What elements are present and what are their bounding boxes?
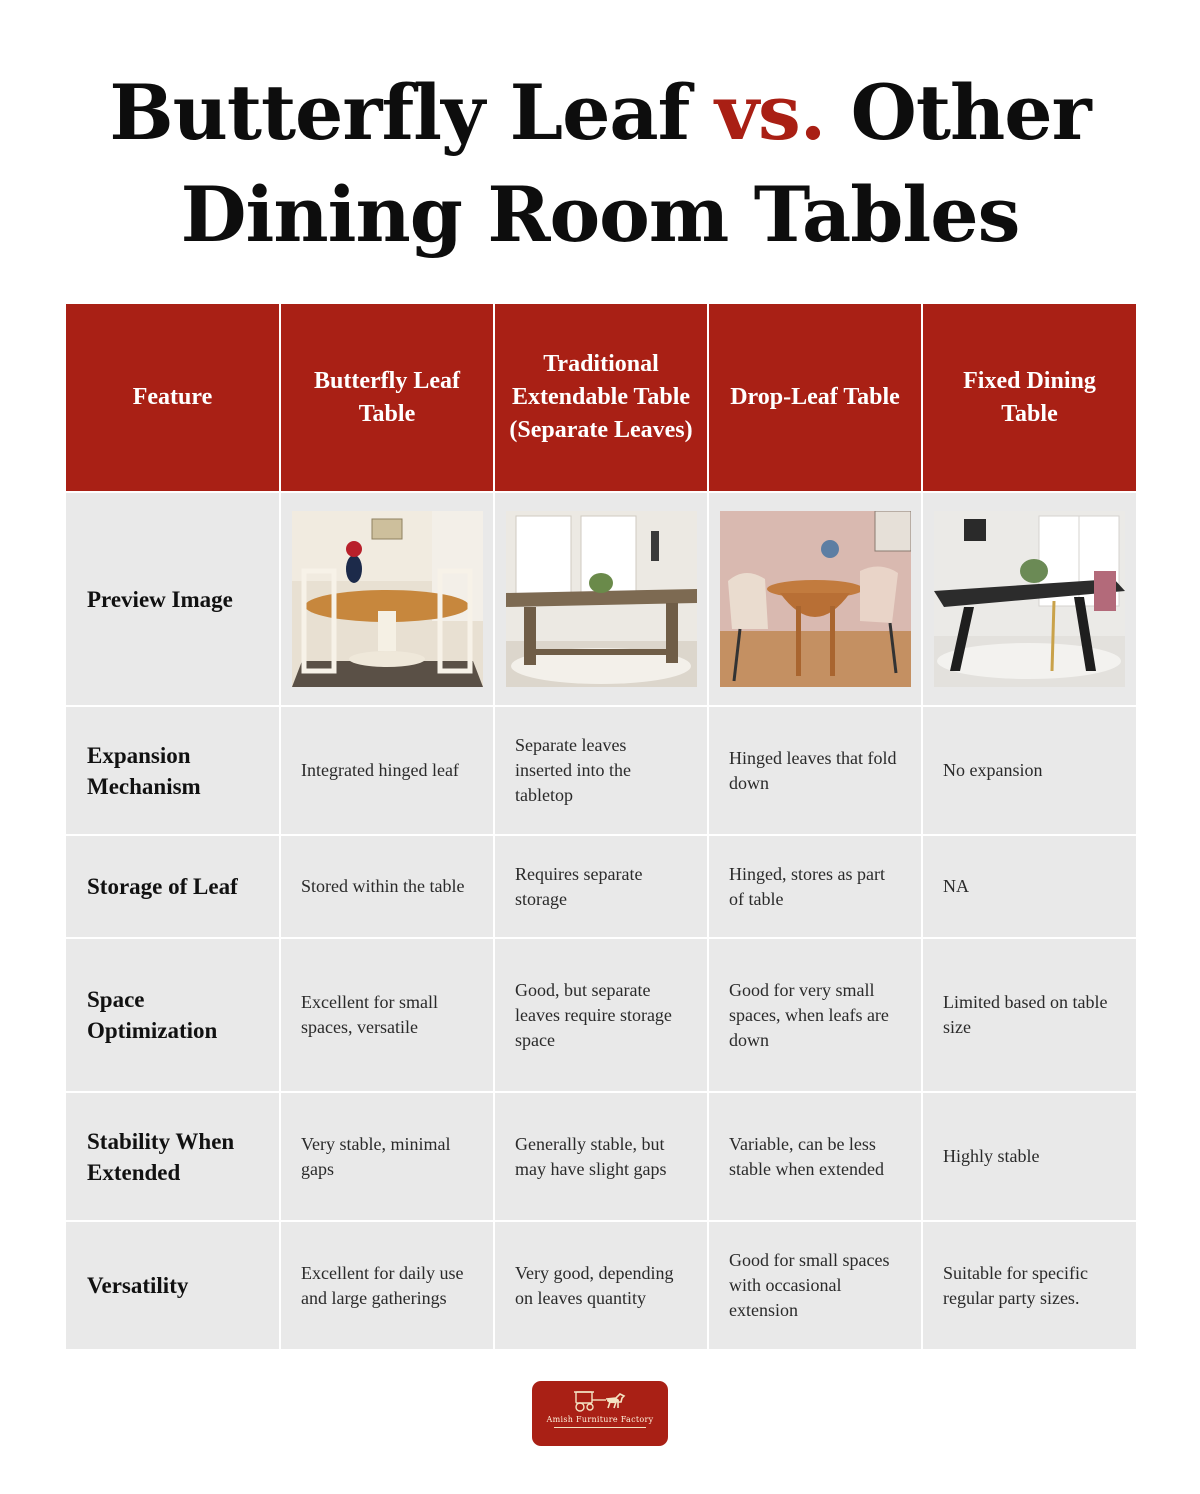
table-cell: Stored within the table [281, 836, 493, 937]
table-row-versatility [66, 1222, 1136, 1349]
table-cell: Suitable for specific regular party sizes. [923, 1222, 1136, 1349]
table-cell: Good for small spaces with occasional extension [709, 1222, 921, 1349]
table-cell: Limited based on table size [923, 939, 1136, 1091]
table-cell [709, 493, 921, 705]
table-row-storage-of-leaf [66, 836, 1136, 937]
header-traditional-extendable: Traditional Extendable Table (Separate Leaves) [495, 304, 707, 491]
table-cell [495, 493, 707, 705]
table-row-expansion-mechanism [66, 707, 1136, 834]
table-row-space-optimization [66, 939, 1136, 1091]
table-cell: Variable, can be less stable when extended [709, 1093, 921, 1220]
extendable-table-photo [506, 511, 697, 687]
table-cell: Very stable, minimal gaps [281, 1093, 493, 1220]
title-line-2: Dining Room Tables [180, 170, 1020, 259]
header-drop-leaf: Drop-Leaf Table [709, 304, 921, 491]
header-butterfly-leaf: Butterfly Leaf Table [281, 304, 493, 491]
table-cell [923, 493, 1136, 705]
table-cell: Hinged, stores as part of table [709, 836, 921, 937]
table-cell: Highly stable [923, 1093, 1136, 1220]
comparison-table [64, 302, 1138, 1351]
drop-leaf-table-photo [720, 511, 911, 687]
table-cell: Very good, depending on leaves quantity [495, 1222, 707, 1349]
table-cell: Hinged leaves that fold down [709, 707, 921, 834]
table-cell: Excellent for small spaces, versatile [281, 939, 493, 1091]
table-row-preview-image [66, 493, 1136, 705]
table-cell [281, 493, 493, 705]
logo-underline [554, 1427, 646, 1428]
logo-text: Amish Furniture Factory [546, 1415, 654, 1424]
header-fixed-dining: Fixed Dining Table [923, 304, 1136, 491]
header-feature: Feature [66, 304, 279, 491]
comparison-table-container [65, 302, 1135, 1351]
row-label: Stability When Extended [66, 1093, 279, 1220]
table-row-stability-when-extended [66, 1093, 1136, 1220]
page-title [0, 62, 1200, 266]
row-label: Expansion Mechanism [66, 707, 279, 834]
table-cell: Good for very small spaces, when leafs are down [709, 939, 921, 1091]
horse-and-buggy-icon [572, 1390, 628, 1412]
title-part-2: Other [825, 68, 1091, 157]
table-cell: Good, but separate leaves require storage space [495, 939, 707, 1091]
brand-logo[interactable] [532, 1381, 668, 1446]
title-part-1: Butterfly Leaf [109, 68, 715, 157]
table-cell: Separate leaves inserted into the tabletop [495, 707, 707, 834]
butterfly-leaf-table-photo [292, 511, 483, 687]
table-cell: Requires separate storage [495, 836, 707, 937]
table-cell: Integrated hinged leaf [281, 707, 493, 834]
table-cell: Excellent for daily use and large gatherings [281, 1222, 493, 1349]
row-label: Storage of Leaf [66, 836, 279, 937]
row-label: Preview Image [66, 493, 279, 705]
table-cell: NA [923, 836, 1136, 937]
title-accent: vs. [714, 68, 826, 157]
table-cell: Generally stable, but may have slight gaps [495, 1093, 707, 1220]
row-label: Versatility [66, 1222, 279, 1349]
table-header-row [66, 304, 1136, 491]
fixed-dining-table-photo [934, 511, 1125, 687]
table-cell: No expansion [923, 707, 1136, 834]
row-label: Space Optimization [66, 939, 279, 1091]
